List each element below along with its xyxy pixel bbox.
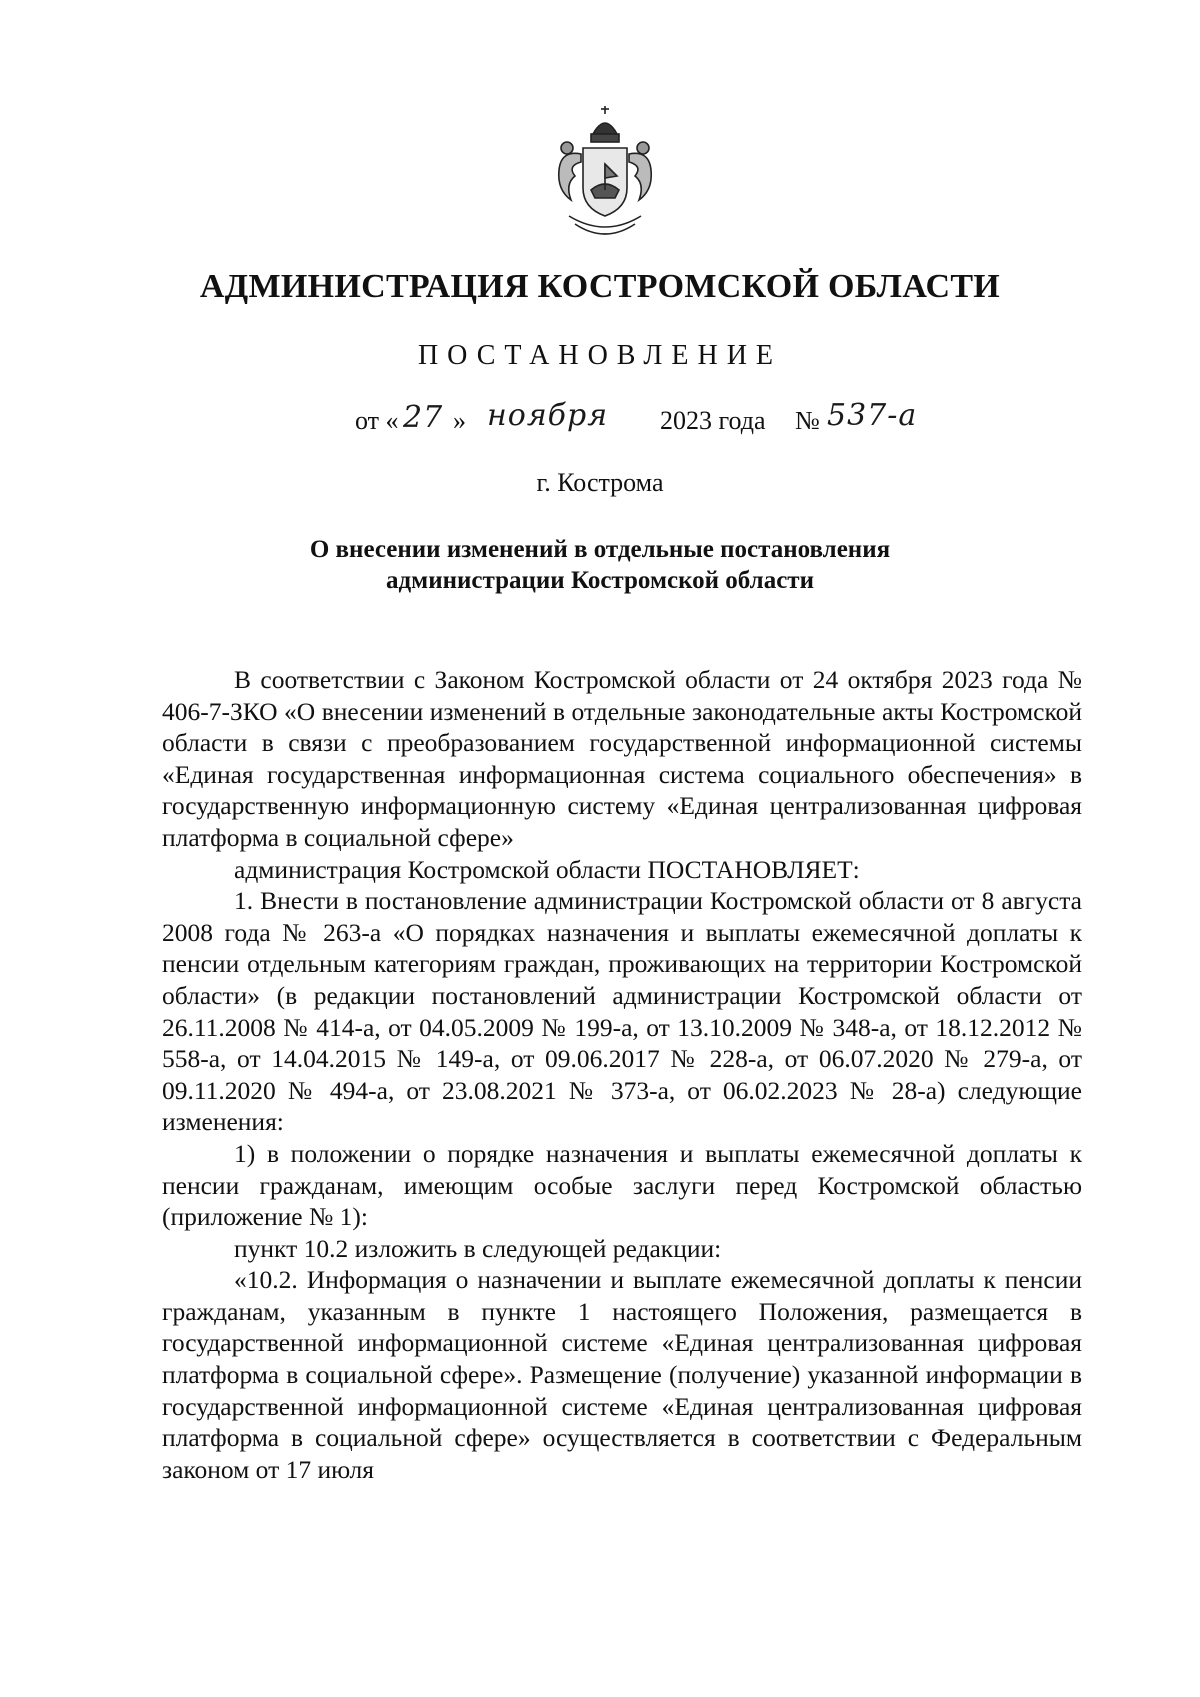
organization-title: АДМИНИСТРАЦИЯ КОСТРОМСКОЙ ОБЛАСТИ — [199, 268, 1001, 305]
body-paragraph-3: 1. Внести в постановление администрации Костромской области от 8 августа 2008 года № 263-а «О порядках назначения и выплаты ежемесячной доплаты к пенсии отдельным категориям граждан, проживающих на территории Костромской области» (в редакции постановлений администрации Костромской области от 26.11.2008 № 414-а, от 04.05.2009 № 199-а, от 13.10.2009 № 348-а, от 18.12.2012 № 558-а, от 14.04.2015 № 149-а, от 09.06.2017 № 228-а, от 06.07.2020 № 279-а, от 09.11.2020 № 494-а, от 23.08.2021 № 373-а, от 06.02.2023 № 28-а) следующие изменения: — [162, 886, 1082, 1137]
handwritten-number: 537-а — [827, 398, 918, 433]
coat-of-arms-emblem — [545, 104, 665, 244]
date-number-line — [355, 398, 1055, 448]
handwritten-month: ноября — [487, 398, 609, 433]
body-paragraph-2: администрация Костромской области ПОСТАНОВЛЯЕТ: — [234, 854, 860, 884]
document-body — [162, 664, 1082, 1485]
handwritten-day: 27 — [403, 400, 444, 435]
document-subject — [0, 534, 1200, 596]
number-sign: № — [795, 406, 820, 435]
date-year: 2023 года — [660, 406, 766, 435]
body-paragraph-6: «10.2. Информация о назначении и выплате ежемесячной доплаты к пенсии гражданам, указанным в пункте 1 настоящего Положения, размещается в государственной информационной системе «Единая централизованная цифровая платформа в социальной сфере». Размещение (получение) указанной информации в государственной информационной системе «Единая централизованная цифровая платформа в социальной сфере» осуществляется в соответствии с Федеральным законом от 17 июля — [162, 1265, 1082, 1484]
body-paragraph-1: В соответствии с Законом Костромской области от 24 октября 2023 года № 406-7-ЗКО «О внесении изменений в отдельные законодательные акты Костромской области в связи с преобразованием государственной информационной системы «Единая государственная информационная система социального обеспечения» в государственную информационную систему «Единая централизованная цифровая платформа в социальной сфере» — [162, 665, 1082, 852]
subject-line-2: администрации Костромской области — [386, 567, 814, 594]
subject-line-1: О внесении изменений в отдельные постановления — [309, 536, 891, 563]
city-name: г. Кострома — [536, 468, 664, 497]
body-paragraph-5: пункт 10.2 изложить в следующей редакции: — [234, 1233, 722, 1263]
date-prefix: от « — [355, 406, 399, 435]
date-day-close: » — [453, 406, 466, 435]
document-type: ПОСТАНОВЛЕНИЕ — [417, 340, 783, 371]
body-paragraph-4: 1) в положении о порядке назначения и выплаты ежемесячной доплаты к пенсии гражданам, имеющим особые заслуги перед Костромской областью (приложение № 1): — [162, 1138, 1082, 1232]
